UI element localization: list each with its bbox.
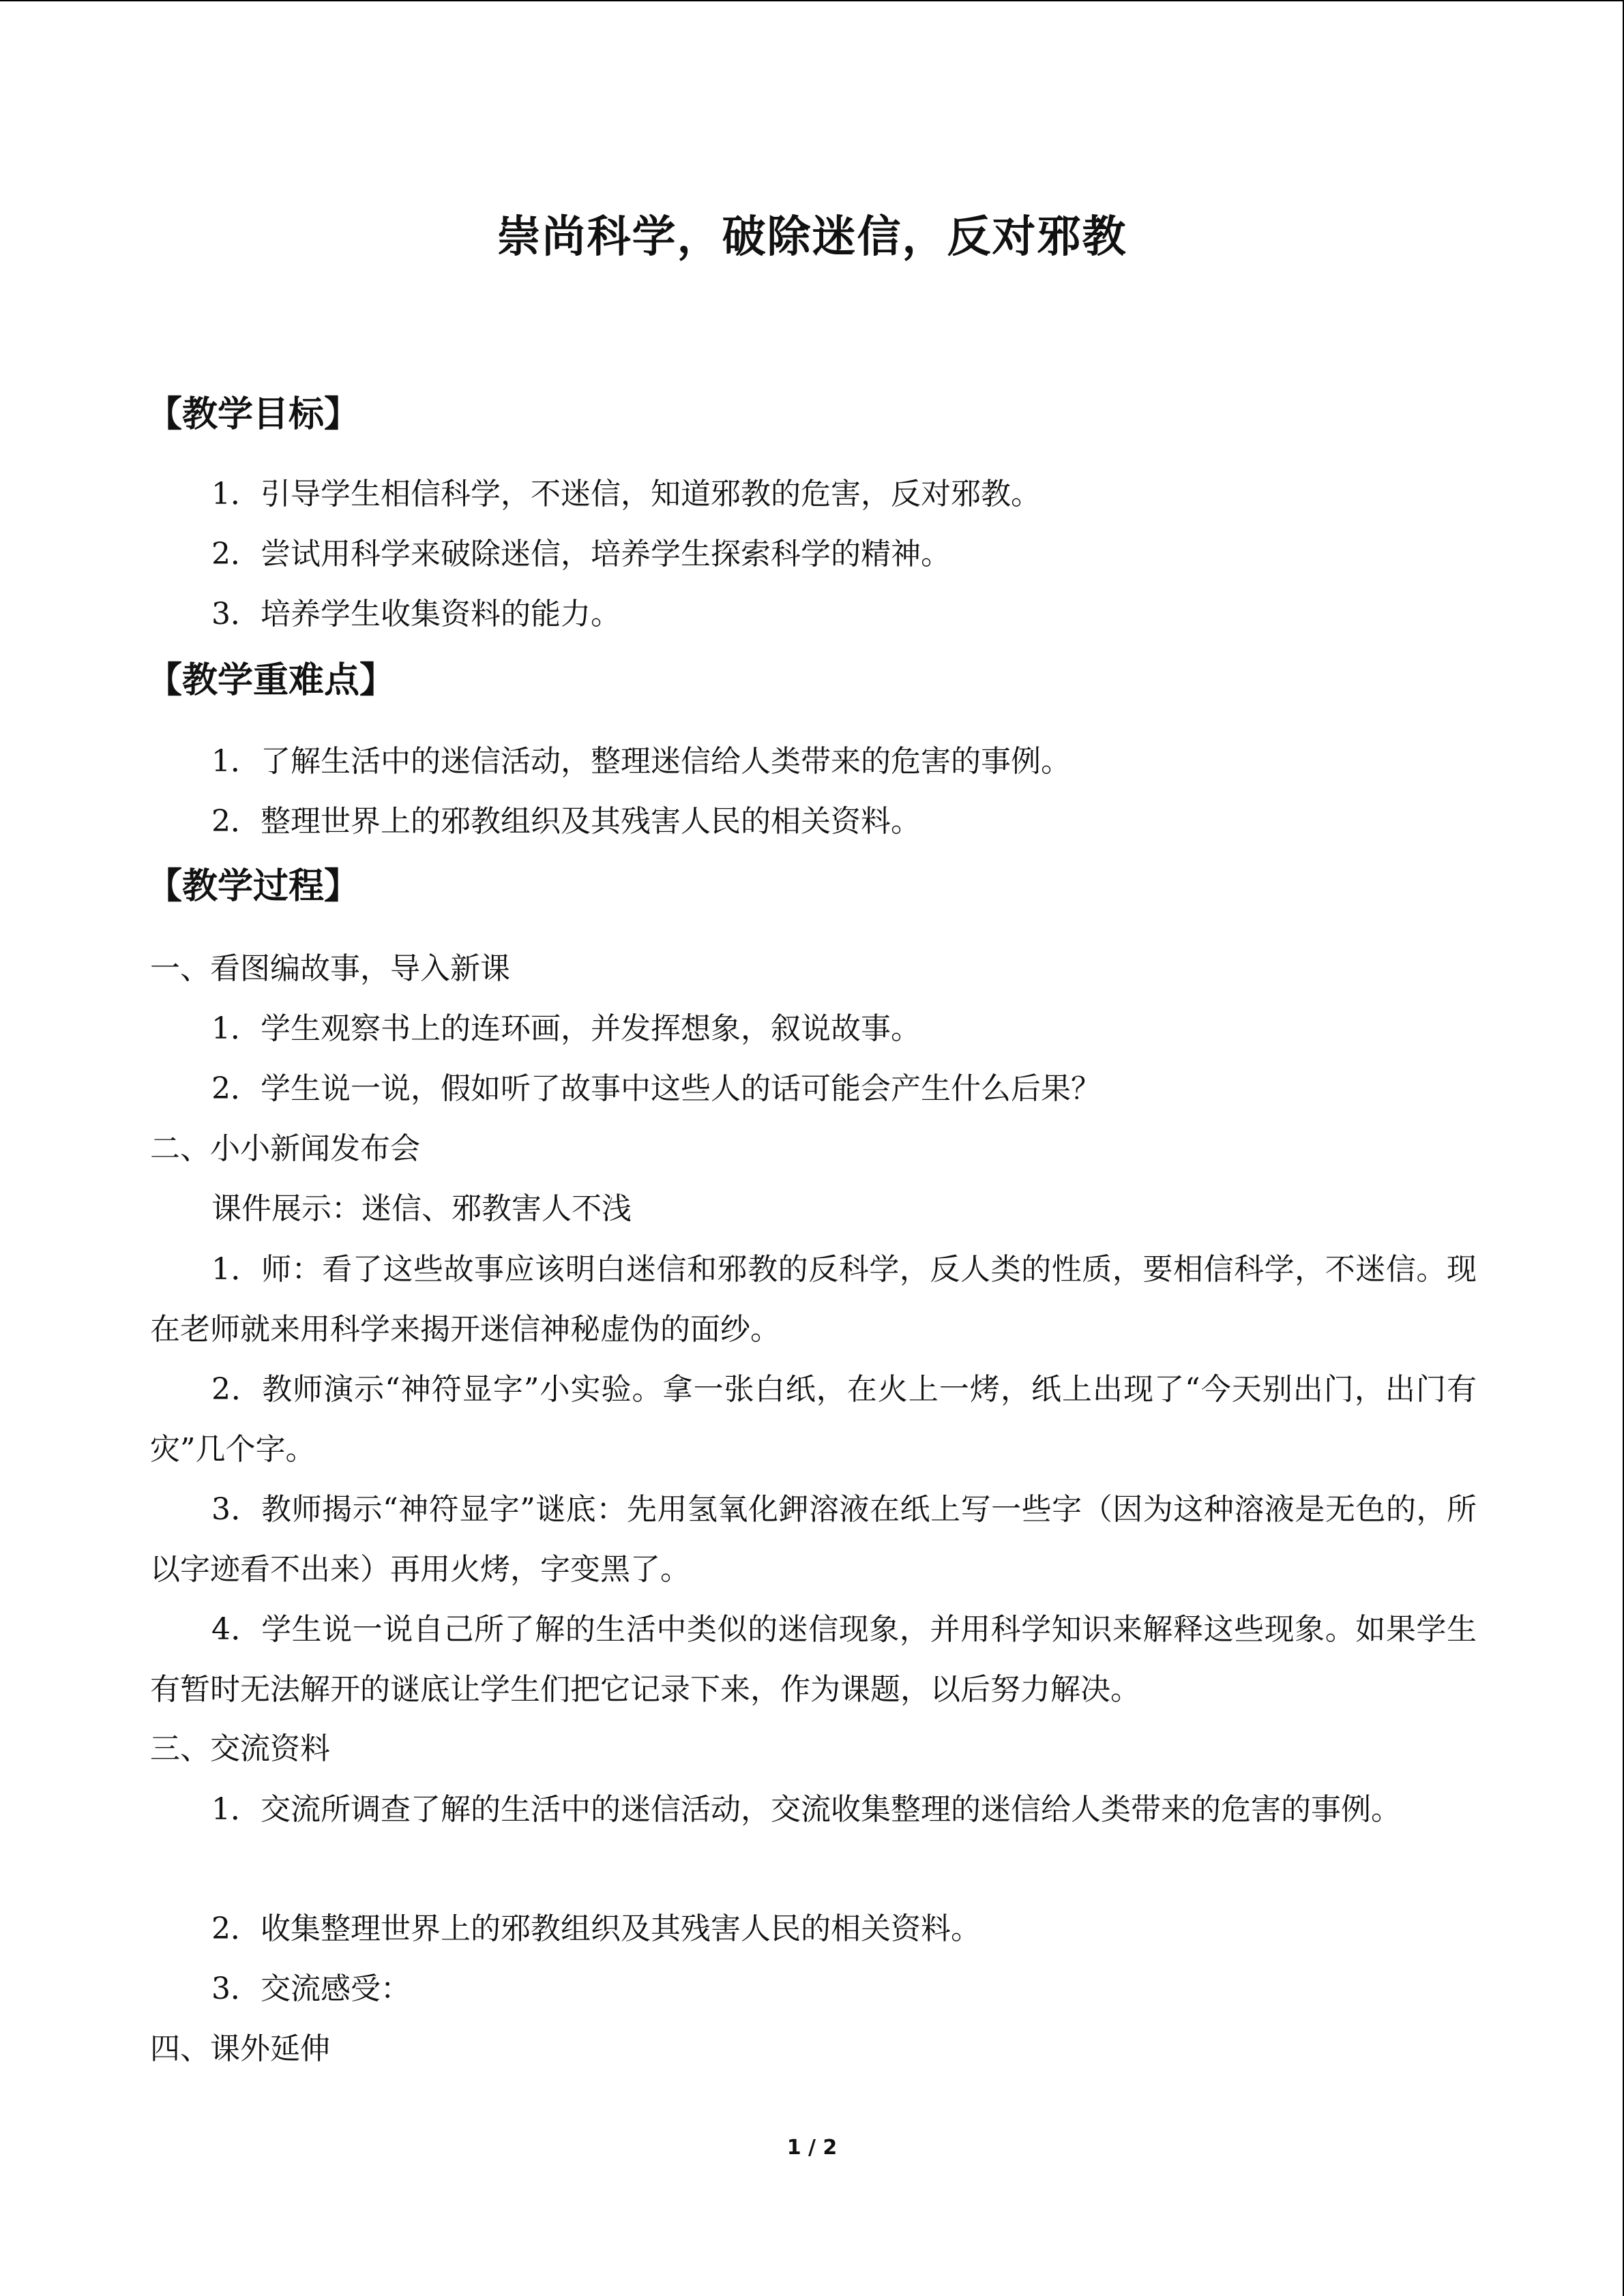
process-part3-item: 1．交流所调查了解的生活中的迷信活动，交流收集整理的迷信给人类带来的危害的事例。 <box>211 1792 1401 1827</box>
objective-item: 1．引导学生相信科学，不迷信，知道邪教的危害，反对邪教。 <box>211 477 1041 511</box>
process-part4-title: 四、课外延伸 <box>150 2031 330 2066</box>
page-title: 崇尚科学，破除迷信，反对邪教 <box>497 212 1127 263</box>
process-part3-item: 2．收集整理世界上的邪教组织及其残害人民的相关资料。 <box>211 1911 981 1946</box>
key-points-heading: 【教学重难点】 <box>147 660 396 701</box>
key-point-item: 1．了解生活中的迷信活动，整理迷信给人类带来的危害的事例。 <box>211 744 1071 779</box>
process-part2-title: 二、小小新闻发布会 <box>150 1131 420 1166</box>
key-point-item: 2．整理世界上的邪教组织及其残害人民的相关资料。 <box>211 804 921 839</box>
process-heading: 【教学过程】 <box>147 866 360 907</box>
process-part1-title: 一、看图编故事，导入新课 <box>150 951 510 986</box>
process-part3-title: 三、交流资料 <box>150 1731 330 1766</box>
process-part2-intro: 课件展示：迷信、邪教害人不浅 <box>211 1191 632 1226</box>
process-part1-item: 2．学生说一说，假如听了故事中这些人的话可能会产生什么后果？ <box>211 1071 1101 1106</box>
process-part2-item: 4．学生说一说自己所了解的生活中类似的迷信现象，并用科学知识来解释这些现象。如果学生有暂时无法解开的谜底让学生们把它记录下来，作为课题，以后努力解决。 <box>150 1612 1477 1707</box>
process-part2-item: 2．教师演示“神符显字”小实验。拿一张白纸，在火上一烤，纸上出现了“今天别出门，出门有灾”几个字。 <box>150 1372 1477 1467</box>
process-part2-item: 3．教师揭示“神符显字”谜底：先用氢氧化鉀溶液在纸上写一些字（因为这种溶液是无色的，所以字迹看不出来）再用火烤，字变黑了。 <box>150 1492 1477 1587</box>
page-number: 1 / 2 <box>786 2136 838 2160</box>
objectives-heading: 【教学目标】 <box>147 394 360 435</box>
objective-item: 2．尝试用科学来破除迷信，培养学生探索科学的精神。 <box>211 537 951 571</box>
process-part3-item: 3．交流感受： <box>211 1971 411 2006</box>
process-part1-item: 1．学生观察书上的连环画，并发挥想象，叙说故事。 <box>211 1011 921 1046</box>
process-part2-item: 1．师：看了这些故事应该明白迷信和邪教的反科学，反人类的性质，要相信科学，不迷信。现在老师就来用科学来揭开迷信神秘虚伪的面纱。 <box>150 1252 1477 1347</box>
objective-item: 3．培养学生收集资料的能力。 <box>211 597 621 631</box>
